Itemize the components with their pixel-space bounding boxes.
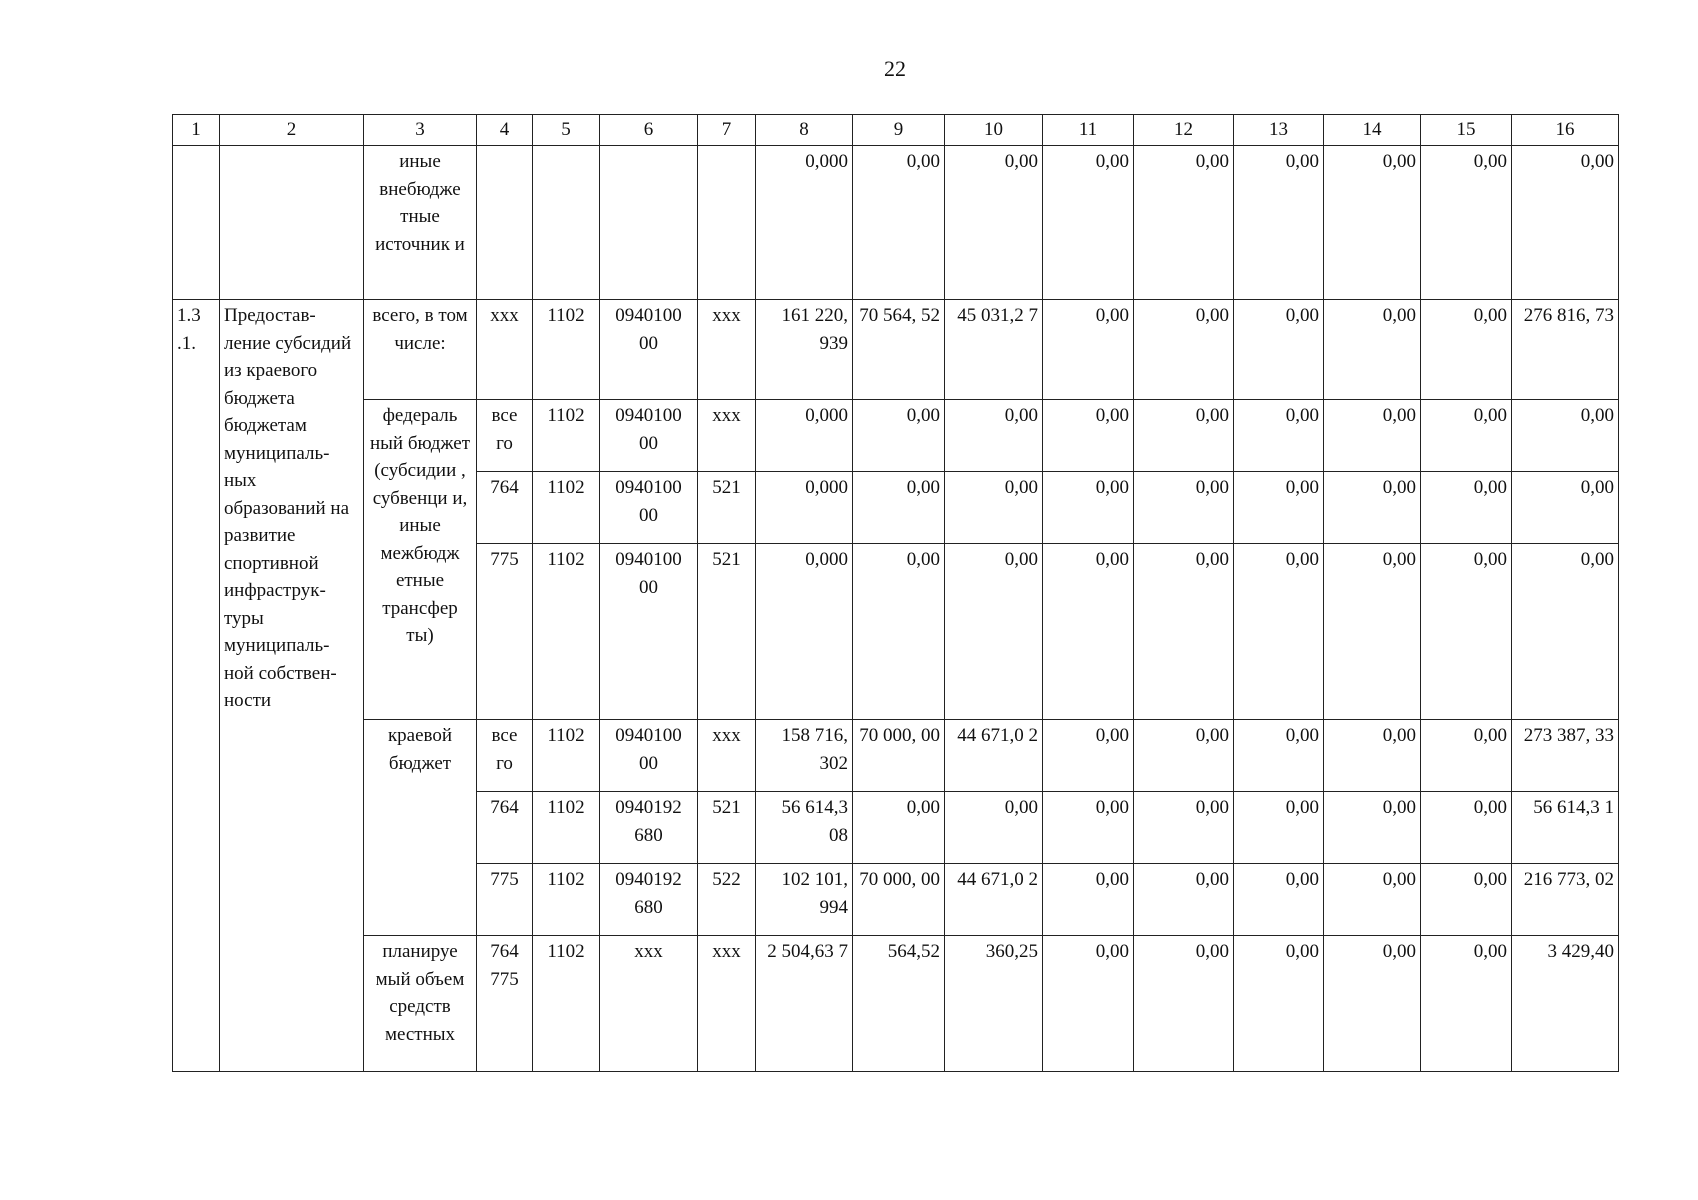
amount-cell: 56 614,3 1 xyxy=(1512,792,1619,864)
amount-cell: 0,00 xyxy=(1324,936,1421,1072)
empty-cell xyxy=(477,146,533,300)
amount-cell: 70 000, 00 xyxy=(853,720,945,792)
header-cell: 6 xyxy=(600,115,698,146)
table-row-regional-total xyxy=(173,720,1619,792)
table-row-other-sources xyxy=(173,146,1619,300)
table-row-total xyxy=(173,300,1619,400)
header-cell: 10 xyxy=(945,115,1043,146)
amount-cell: 70 000, 00 xyxy=(853,864,945,936)
code-cell: 0940100 00 xyxy=(600,400,698,472)
code-cell: 1102 xyxy=(533,544,600,720)
amount-cell: 0,00 xyxy=(1134,792,1234,864)
code-cell: 0940192 680 xyxy=(600,792,698,864)
amount-cell: 0,00 xyxy=(1324,400,1421,472)
amount-cell: 0,00 xyxy=(1234,300,1324,400)
amount-cell: 0,00 xyxy=(1043,300,1134,400)
amount-cell: 0,00 xyxy=(945,146,1043,300)
code-cell: все го xyxy=(477,400,533,472)
empty-cell xyxy=(600,146,698,300)
code-cell: 0940100 00 xyxy=(600,300,698,400)
amount-cell: 0,00 xyxy=(1043,400,1134,472)
code-cell: 521 xyxy=(698,472,756,544)
amount-cell: 0,00 xyxy=(1512,544,1619,720)
amount-cell: 0,00 xyxy=(1421,864,1512,936)
empty-cell xyxy=(220,146,364,300)
code-cell: 764 xyxy=(477,472,533,544)
header-cell: 15 xyxy=(1421,115,1512,146)
amount-cell: 0,000 xyxy=(756,544,853,720)
code-cell: 521 xyxy=(698,544,756,720)
amount-cell: 0,00 xyxy=(1234,864,1324,936)
amount-cell: 102 101, 994 xyxy=(756,864,853,936)
amount-cell: 216 773, 02 xyxy=(1512,864,1619,936)
empty-cell xyxy=(533,146,600,300)
amount-cell: 0,00 xyxy=(853,400,945,472)
amount-cell: 273 387, 33 xyxy=(1512,720,1619,792)
header-cell: 13 xyxy=(1234,115,1324,146)
amount-cell: 0,000 xyxy=(756,400,853,472)
amount-cell: 0,00 xyxy=(1324,864,1421,936)
amount-cell: 0,00 xyxy=(1324,720,1421,792)
amount-cell: 0,00 xyxy=(1512,146,1619,300)
amount-cell: 0,00 xyxy=(1324,146,1421,300)
amount-cell: 0,00 xyxy=(1234,146,1324,300)
amount-cell: 564,52 xyxy=(853,936,945,1072)
code-cell: 1102 xyxy=(533,300,600,400)
amount-cell: 0,00 xyxy=(1234,792,1324,864)
code-cell: все го xyxy=(477,720,533,792)
amount-cell: 0,00 xyxy=(853,792,945,864)
amount-cell: 0,00 xyxy=(1134,720,1234,792)
code-cell: 522 xyxy=(698,864,756,936)
funding-source-cell: иные внебюдже тные источник и xyxy=(364,146,477,300)
amount-cell: 0,00 xyxy=(1134,936,1234,1072)
amount-cell: 56 614,3 08 xyxy=(756,792,853,864)
header-cell: 11 xyxy=(1043,115,1134,146)
header-cell: 9 xyxy=(853,115,945,146)
funding-source-cell: планируе мый объем средств местных xyxy=(364,936,477,1072)
funding-source-cell: краевой бюджет xyxy=(364,720,477,936)
amount-cell: 0,000 xyxy=(756,146,853,300)
amount-cell: 0,00 xyxy=(1421,792,1512,864)
amount-cell: 0,00 xyxy=(1043,864,1134,936)
amount-cell: 0,000 xyxy=(756,472,853,544)
header-cell: 1 xyxy=(173,115,220,146)
amount-cell: 0,00 xyxy=(1043,792,1134,864)
amount-cell: 0,00 xyxy=(1512,400,1619,472)
amount-cell: 0,00 xyxy=(1043,720,1134,792)
code-cell: 0940192 680 xyxy=(600,864,698,936)
amount-cell: 0,00 xyxy=(1421,472,1512,544)
amount-cell: 45 031,2 7 xyxy=(945,300,1043,400)
header-cell: 4 xyxy=(477,115,533,146)
amount-cell: 3 429,40 xyxy=(1512,936,1619,1072)
amount-cell: 44 671,0 2 xyxy=(945,864,1043,936)
code-cell: 1102 xyxy=(533,792,600,864)
amount-cell: 0,00 xyxy=(945,400,1043,472)
code-cell: 1102 xyxy=(533,936,600,1072)
budget-table xyxy=(172,114,1619,1072)
amount-cell: 161 220, 939 xyxy=(756,300,853,400)
code-cell: ххх xyxy=(698,400,756,472)
amount-cell: 0,00 xyxy=(1324,544,1421,720)
amount-cell: 0,00 xyxy=(1421,300,1512,400)
table-row-federal-total xyxy=(173,400,1619,472)
code-cell: ххх xyxy=(698,720,756,792)
header-cell: 3 xyxy=(364,115,477,146)
table-header-row xyxy=(173,115,1619,146)
code-cell: 775 xyxy=(477,544,533,720)
table-row-local-funds xyxy=(173,936,1619,1072)
code-cell: ххх xyxy=(698,936,756,1072)
code-cell: 1102 xyxy=(533,400,600,472)
amount-cell: 0,00 xyxy=(1134,864,1234,936)
amount-cell: 0,00 xyxy=(1043,936,1134,1072)
header-cell: 8 xyxy=(756,115,853,146)
amount-cell: 0,00 xyxy=(1134,400,1234,472)
item-name-cell: Предостав-ление субсидий из краевого бюджета бюджетам муниципаль-ных образований на развитие спортивной инфраструк-туры муниципаль-ной собствен-ности xyxy=(220,300,364,1072)
amount-cell: 0,00 xyxy=(1234,720,1324,792)
amount-cell: 0,00 xyxy=(1134,146,1234,300)
item-number-cell: 1.3 .1. xyxy=(173,300,220,1072)
amount-cell: 0,00 xyxy=(1134,544,1234,720)
amount-cell: 360,25 xyxy=(945,936,1043,1072)
header-cell: 2 xyxy=(220,115,364,146)
amount-cell: 0,00 xyxy=(1324,472,1421,544)
amount-cell: 0,00 xyxy=(945,792,1043,864)
header-cell: 5 xyxy=(533,115,600,146)
amount-cell: 276 816, 73 xyxy=(1512,300,1619,400)
amount-cell: 0,00 xyxy=(1234,400,1324,472)
amount-cell: 0,00 xyxy=(853,544,945,720)
code-cell: 775 xyxy=(477,864,533,936)
amount-cell: 0,00 xyxy=(1234,936,1324,1072)
amount-cell: 0,00 xyxy=(1234,472,1324,544)
empty-cell xyxy=(173,146,220,300)
amount-cell: 0,00 xyxy=(1512,472,1619,544)
code-cell: ххх xyxy=(698,300,756,400)
amount-cell: 0,00 xyxy=(853,472,945,544)
amount-cell: 0,00 xyxy=(1234,544,1324,720)
amount-cell: 0,00 xyxy=(1324,300,1421,400)
code-cell: ххх xyxy=(600,936,698,1072)
code-cell: 0940100 00 xyxy=(600,544,698,720)
header-cell: 16 xyxy=(1512,115,1619,146)
funding-source-cell: всего, в том числе: xyxy=(364,300,477,400)
amount-cell: 0,00 xyxy=(1421,146,1512,300)
amount-cell: 0,00 xyxy=(1421,544,1512,720)
amount-cell: 0,00 xyxy=(1134,300,1234,400)
code-cell: ххх xyxy=(477,300,533,400)
code-cell: 521 xyxy=(698,792,756,864)
amount-cell: 0,00 xyxy=(945,544,1043,720)
code-cell: 1102 xyxy=(533,472,600,544)
code-cell: 0940100 00 xyxy=(600,472,698,544)
code-cell: 1102 xyxy=(533,864,600,936)
amount-cell: 70 564, 52 xyxy=(853,300,945,400)
amount-cell: 0,00 xyxy=(1043,146,1134,300)
code-cell: 0940100 00 xyxy=(600,720,698,792)
amount-cell: 44 671,0 2 xyxy=(945,720,1043,792)
page-number: 22 xyxy=(884,56,906,81)
header-cell: 12 xyxy=(1134,115,1234,146)
amount-cell: 0,00 xyxy=(1043,472,1134,544)
code-cell: 764 xyxy=(477,792,533,864)
amount-cell: 0,00 xyxy=(1421,936,1512,1072)
amount-cell: 0,00 xyxy=(945,472,1043,544)
funding-source-cell: федераль ный бюджет (субсидии , субвенци и, иные межбюдж етные трансфер ты) xyxy=(364,400,477,720)
amount-cell: 0,00 xyxy=(1324,792,1421,864)
amount-cell: 158 716, 302 xyxy=(756,720,853,792)
header-cell: 7 xyxy=(698,115,756,146)
code-cell: 1102 xyxy=(533,720,600,792)
amount-cell: 2 504,63 7 xyxy=(756,936,853,1072)
amount-cell: 0,00 xyxy=(1421,720,1512,792)
amount-cell: 0,00 xyxy=(1134,472,1234,544)
amount-cell: 0,00 xyxy=(1043,544,1134,720)
header-cell: 14 xyxy=(1324,115,1421,146)
code-cell: 764 775 xyxy=(477,936,533,1072)
empty-cell xyxy=(698,146,756,300)
amount-cell: 0,00 xyxy=(1421,400,1512,472)
amount-cell: 0,00 xyxy=(853,146,945,300)
